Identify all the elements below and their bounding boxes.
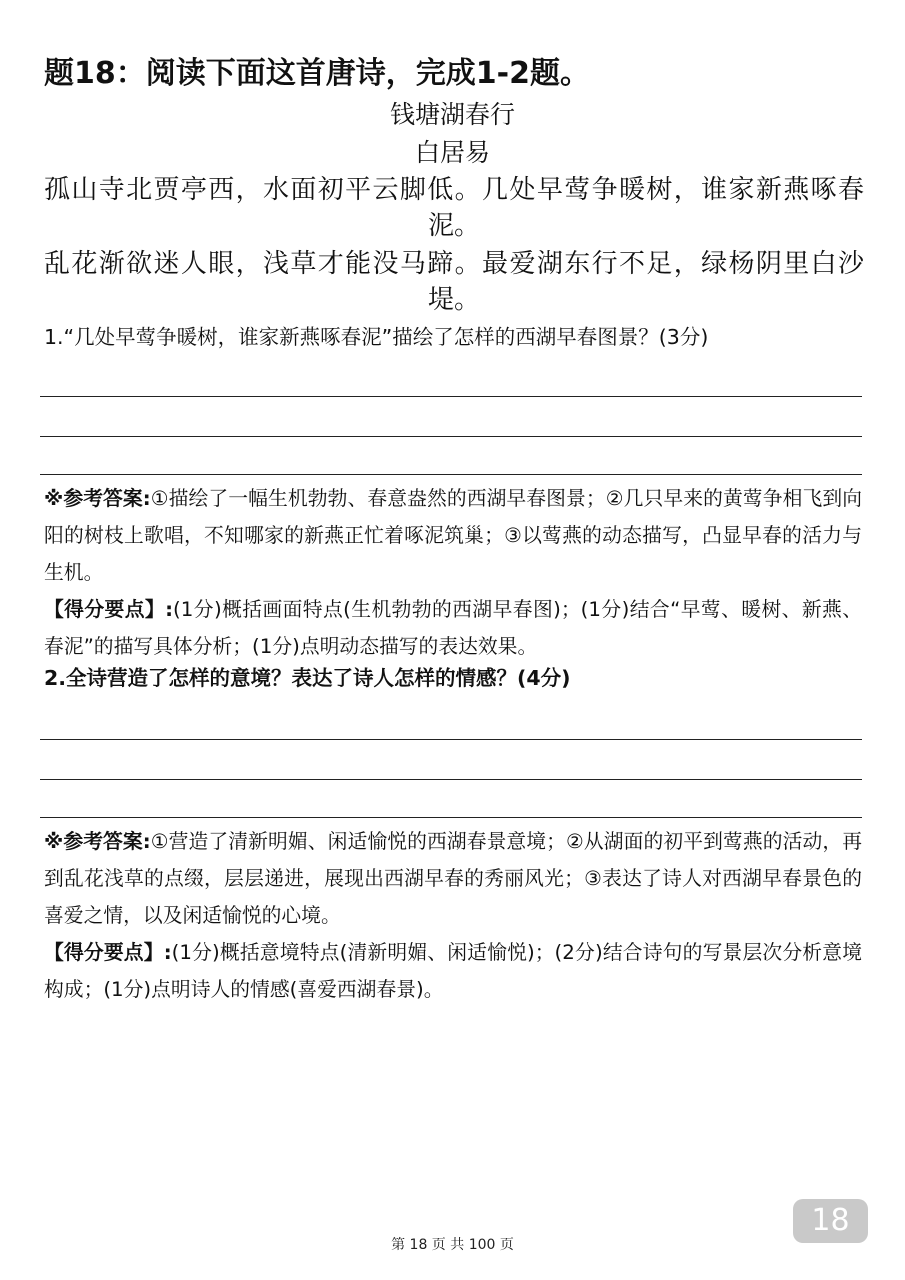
reference-answer-text: ①营造了清新明媚、闲适愉悦的西湖春景意境；②从湖面的初平到莺燕的活动，再到乱花浅草的点缀，层层递进，展现出西湖早春的秀丽风光；③表达了诗人对西湖早春景色的喜爱之情，以及闲适愉悦的心境。 [44,830,862,927]
reference-answer-text: ①描绘了一幅生机勃勃、春意盎然的西湖早春图景；②几只早来的黄莺争相飞到向阳的树枝上歌唱，不知哪家的新燕正忙着啄泥筑巢；③以莺燕的动态描写，凸显早春的活力与生机。 [44,487,862,584]
scoring-points-label: 【得分要点】: [44,941,172,964]
answer-line [40,396,862,397]
page-number-badge: 18 [793,1199,868,1243]
question-1-prompt: 1.“几处早莺争暖树，谁家新燕啄春泥”描绘了怎样的西湖早春图景？(3分) [44,325,709,349]
scoring-points-text: (1分)概括画面特点(生机勃勃的西湖早春图)；(1分)结合“早莺、暖树、新燕、春泥”的描写具体分析；(1分)点明动态描写的表达效果。 [44,598,862,658]
answer-line [40,474,862,475]
question-2-answer-block [44,823,862,1008]
scoring-points-label: 【得分要点】: [44,598,174,621]
reference-answer-label: ※参考答案: [44,830,151,853]
answer-line [40,436,862,437]
answer-line [40,779,862,780]
poem-line-1: 孤山寺北贾亭西，水面初平云脚低。几处早莺争暖树，谁家新燕啄春泥。 [44,175,864,241]
scoring-points-text: (1分)概括意境特点(清新明媚、闲适愉悦)；(2分)结合诗句的写景层次分析意境构成；(1分)点明诗人的情感(喜爱西湖春景)。 [44,941,862,1001]
poem-title: 钱塘湖春行 [389,100,515,129]
answer-line [40,739,862,740]
scoring-points [44,591,862,665]
answer-line [40,817,862,818]
exercise-heading: 题18：阅读下面这首唐诗，完成1-2题。 [44,56,590,91]
question-2-prompt: 2.全诗营造了怎样的意境？表达了诗人怎样的情感？(4分) [44,666,571,690]
reference-answer [44,823,862,934]
scoring-points [44,934,862,1008]
reference-answer [44,480,862,591]
poem-line-2: 乱花渐欲迷人眼，浅草才能没马蹄。最爱湖东行不足，绿杨阴里白沙堤。 [44,249,864,315]
question-1-answer-block [44,480,862,665]
reference-answer-label: ※参考答案: [44,487,151,510]
page-footer: 第 18 页 共 100 页 [391,1237,514,1253]
poem-author: 白居易 [414,138,490,167]
